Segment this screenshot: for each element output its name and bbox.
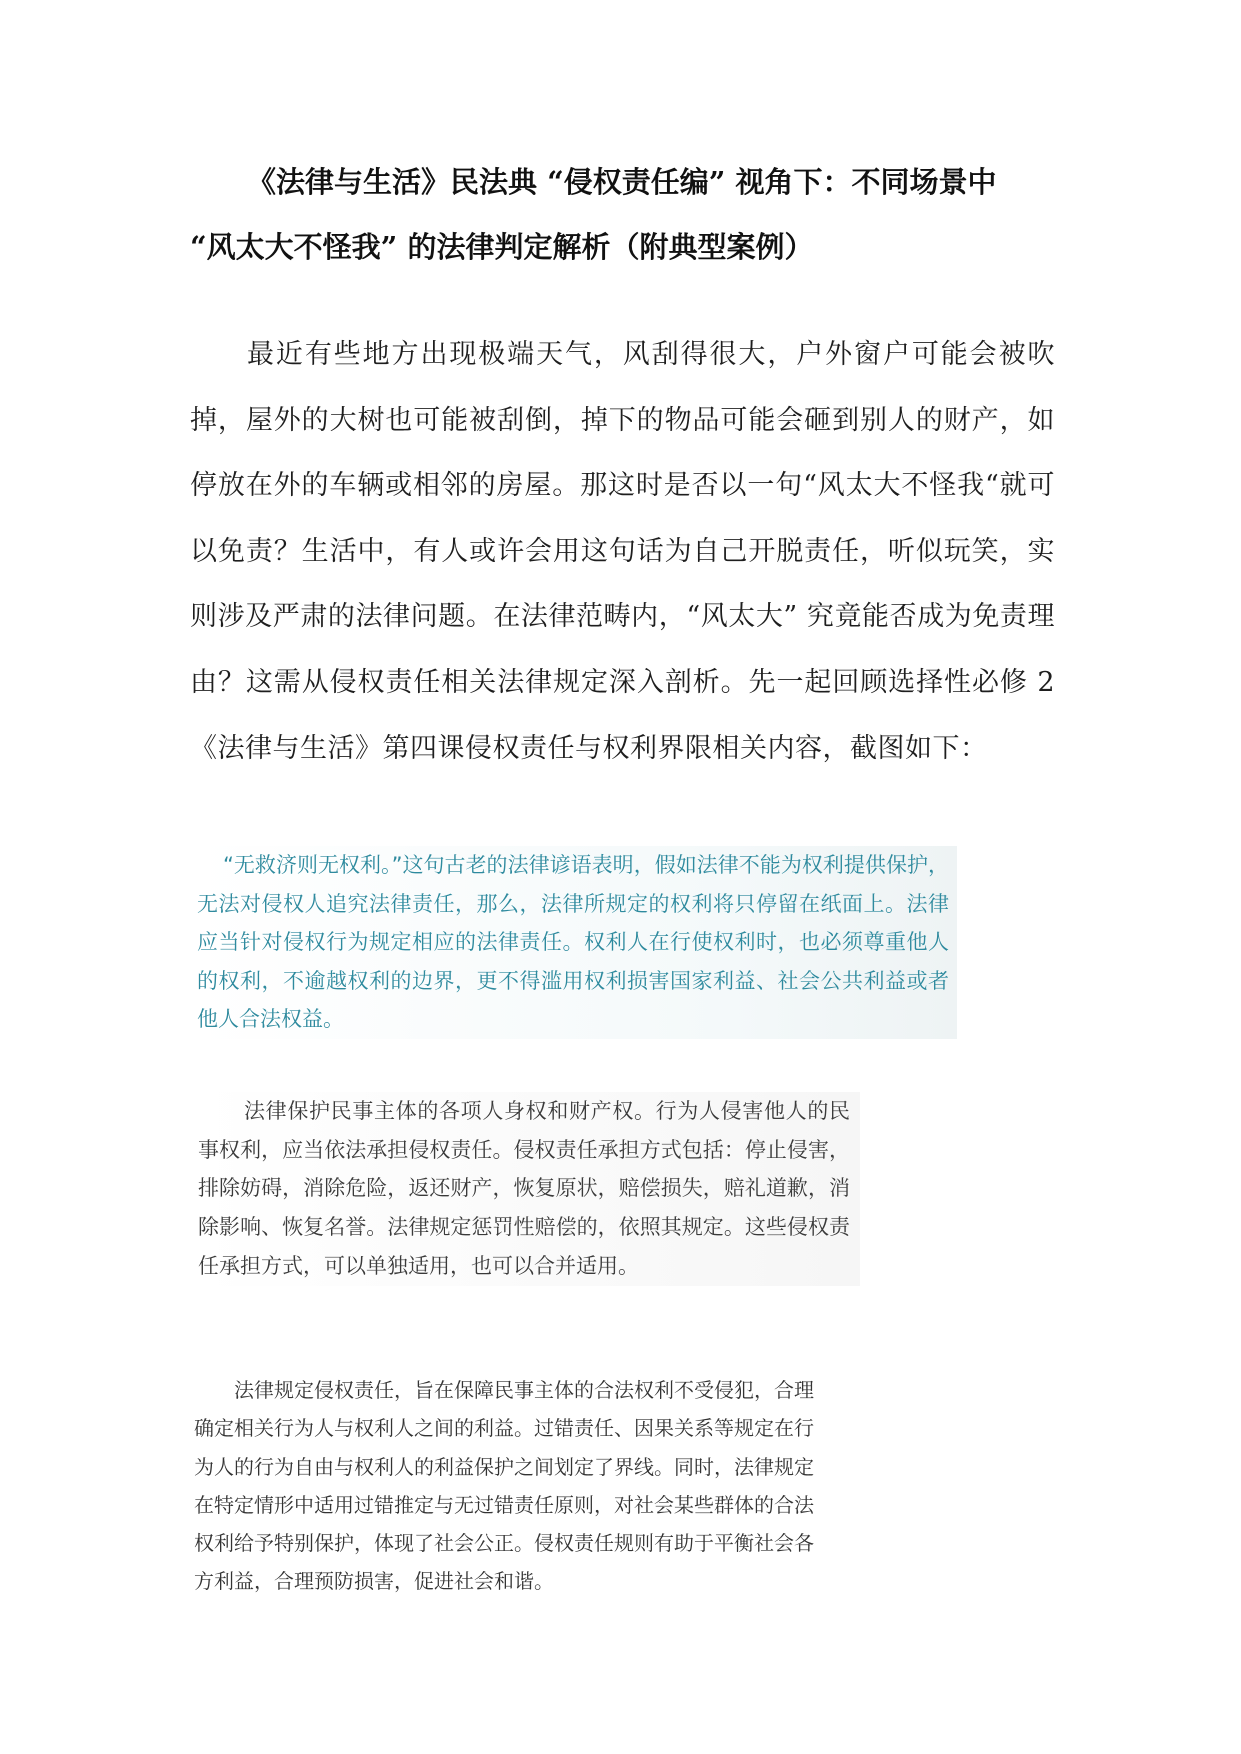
textbook-excerpt-screenshot-2: 法律保护民事主体的各项人身权和财产权。行为人侵害他人的民事权利，应当依法承担侵权责任。侵权责任承担方式包括：停止侵害，排除妨碍，消除危险，返还财产，恢复原状，赔偿损失，赔礼道歉，消除影响、恢复名誉。法律规定惩罚性赔偿的，依照其规定。这些侵权责任承担方式，可以单独适用，也可以合并适用。	[198, 1092, 860, 1286]
document-title-line-2: “风太大不怪我” 的法律判定解析（附典型案例）	[190, 230, 814, 264]
textbook-excerpt-screenshot-3: 法律规定侵权责任，旨在保障民事主体的合法权利不受侵犯，合理确定相关行为人与权利人之间的利益。过错责任、因果关系等规定在行为人的行为自由与权利人的利益保护之间划定了界线。同时，法律规定在特定情形中适用过错推定与无过错责任原则，对社会某些群体的合法权利给予特别保护，体现了社会公正。侵权责任规则有助于平衡社会各方利益，合理预防损害，促进社会和谐。	[194, 1378, 814, 1594]
textbook-excerpt-screenshot-1: “无救济则无权利。”这句古老的法律谚语表明，假如法律不能为权利提供保护，无法对侵权人追究法律责任，那么，法律所规定的权利将只停留在纸面上。法律应当针对侵权行为规定相应的法律责任。权利人在行使权利时，也必须尊重他人的权利，不逾越权利的边界，更不得滥用权利损害国家利益、社会公共利益或者他人合法权益。	[197, 846, 957, 1039]
intro-paragraph: 最近有些地方出现极端天气，风刮得很大，户外窗户可能会被吹掉，屋外的大树也可能被刮倒，掉下的物品可能会砸到别人的财产，如停放在外的车辆或相邻的房屋。那这时是否以一句“风太大不怪我“就可以免责？生活中，有人或许会用这句话为自己开脱责任，听似玩笑，实则涉及严肃的法律问题。在法律范畴内，“风太大” 究竟能否成为免责理由？这需从侵权责任相关法律规定深入剖析。先一起回顾选择性必修 2《法律与生活》第四课侵权责任与权利界限相关内容，截图如下：	[190, 339, 1055, 764]
document-title-line-1: 《法律与生活》民法典 “侵权责任编” 视角下：不同场景中	[247, 165, 997, 199]
